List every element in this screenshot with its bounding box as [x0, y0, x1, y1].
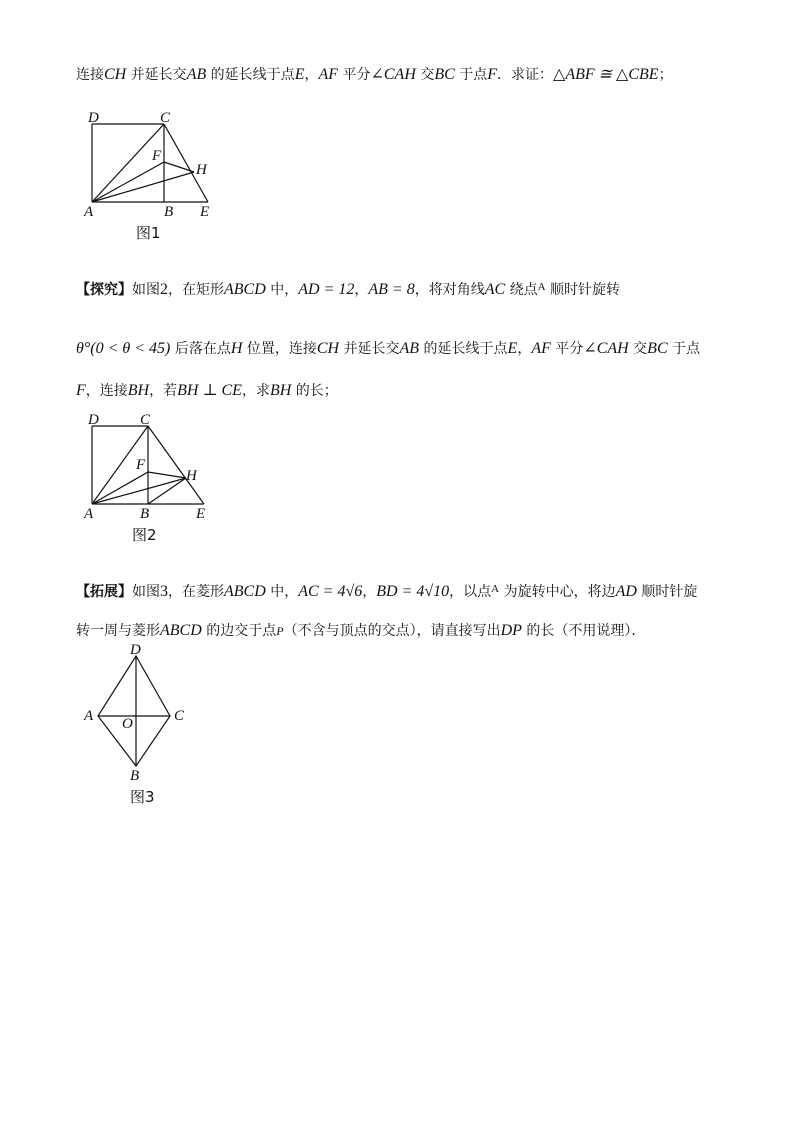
part2-line2	[76, 338, 700, 360]
math: P	[276, 624, 284, 638]
fig1-edge-AF	[92, 162, 164, 202]
text: 的延长线于点	[206, 67, 295, 83]
part3-line2	[76, 620, 645, 642]
text: ，求	[241, 383, 270, 399]
text: 如图	[132, 282, 160, 298]
fig2-label-F: F	[136, 457, 146, 473]
text: ，连接	[85, 383, 128, 399]
text: 平分	[338, 67, 371, 83]
text: 转一周与菱形	[76, 623, 160, 639]
text: （不含与顶点的交点），请直接写出	[283, 623, 501, 639]
math: AD	[615, 583, 637, 600]
text: ，若	[149, 383, 178, 399]
text: 的长；	[291, 383, 338, 399]
fig3-label-A: A	[84, 708, 94, 724]
fig1-edge-FH	[164, 162, 194, 172]
math: AD = 12	[298, 281, 355, 298]
math: H	[230, 340, 243, 357]
math: AF	[318, 66, 339, 83]
fig1-label-F: F	[152, 148, 162, 164]
math: 3	[160, 583, 168, 600]
figure-1	[82, 112, 222, 222]
math: E	[507, 340, 518, 357]
fig2-label-A: A	[84, 506, 94, 522]
fig3-label-D: D	[130, 642, 141, 658]
part3-line1	[76, 578, 697, 603]
text: 中，	[265, 282, 299, 298]
math: BD = 4√10	[376, 583, 450, 600]
math: AF	[531, 340, 551, 357]
text: 交	[628, 341, 648, 357]
text: 如图	[132, 584, 160, 600]
fig1-label-C: C	[160, 110, 171, 126]
math: DP	[500, 622, 522, 639]
text: 并延长交	[339, 341, 400, 357]
section-tag: 【拓展】	[76, 584, 132, 600]
text: 的边交于点	[201, 623, 277, 639]
figure-2	[82, 414, 222, 524]
fig1-label-A: A	[84, 204, 94, 220]
text: ，	[517, 341, 532, 357]
text: ，在矩形	[168, 282, 224, 298]
math: CH	[316, 340, 340, 357]
fig2-label-C: C	[140, 412, 151, 428]
figure-3	[80, 644, 200, 784]
fig2-label-E: E	[196, 506, 206, 522]
math: ∠CAH	[583, 340, 629, 357]
fig1-label-E: E	[200, 204, 210, 220]
text: 为旋转中心，将边	[499, 584, 616, 600]
text: ；	[658, 67, 673, 83]
math: E	[294, 66, 305, 83]
math: ABCD	[224, 583, 266, 600]
math: ∠CAH	[370, 66, 416, 83]
section-tag: 【探究】	[76, 282, 132, 298]
part2-line3	[76, 380, 338, 402]
text: 顺时针旋	[636, 584, 698, 600]
math: AC = 4√6	[298, 583, 363, 600]
math: θ°(0 < θ < 45)	[76, 340, 171, 357]
text: 交	[415, 67, 435, 83]
math: BH ⊥ CE	[177, 382, 242, 399]
figure-1-caption: 图1	[136, 224, 161, 242]
text: ，在菱形	[168, 584, 224, 600]
text: 中，	[265, 584, 299, 600]
math: A	[491, 583, 500, 595]
math: BH	[127, 382, 150, 399]
math: BC	[647, 340, 668, 357]
text: ，将对角线	[414, 282, 485, 298]
fig3-label-O: O	[122, 716, 133, 732]
text: 位置，连接	[242, 341, 317, 357]
text: ，	[354, 282, 369, 298]
math: BC	[434, 66, 455, 83]
text: 的长（不用说理）．	[521, 623, 646, 639]
text: 后落在点	[170, 341, 231, 357]
fig3-rhombus	[98, 656, 170, 766]
fig2-edge-FH	[148, 472, 186, 478]
fig1-label-D: D	[88, 110, 99, 126]
fig1-label-H: H	[196, 162, 207, 178]
part1-statement	[76, 64, 673, 86]
math: BH	[269, 382, 292, 399]
fig3-label-B: B	[130, 768, 140, 784]
math: ABCD	[224, 281, 266, 298]
math: CH	[104, 66, 127, 83]
fig1-label-B: B	[164, 204, 174, 220]
math: AB = 8	[368, 281, 415, 298]
text: ，	[304, 67, 319, 83]
figure-2-caption: 图2	[132, 526, 157, 544]
text: ，以点	[449, 584, 492, 600]
text: ．求证：	[497, 67, 554, 83]
math: AC	[484, 281, 506, 298]
math: 2	[160, 281, 168, 298]
text: 顺时针旋转	[545, 282, 621, 298]
text: 连接	[76, 67, 104, 83]
fig1-edge-AH	[92, 172, 194, 202]
text: 绕点	[505, 282, 538, 298]
part2-line1	[76, 276, 620, 301]
fig2-edge-CE	[148, 426, 204, 504]
math: AB	[399, 340, 420, 357]
math: ABCD	[160, 622, 202, 639]
math: AB	[186, 66, 207, 83]
text: 于点	[667, 341, 701, 357]
math: △ABF ≅ △CBE	[553, 66, 659, 83]
text: 并延长交	[126, 67, 187, 83]
text: ，	[362, 584, 377, 600]
fig2-edge-AH	[92, 478, 186, 504]
text: 于点	[454, 67, 488, 83]
fig3-label-C: C	[174, 708, 185, 724]
math: F	[76, 382, 86, 399]
fig2-label-D: D	[88, 412, 99, 428]
text: 的延长线于点	[419, 341, 508, 357]
figure-3-caption: 图3	[130, 788, 155, 806]
fig2-edge-AF	[92, 472, 148, 504]
fig2-edge-BH	[148, 478, 186, 504]
math: A	[537, 281, 546, 293]
text: 平分	[550, 341, 584, 357]
fig2-label-B: B	[140, 506, 150, 522]
fig2-label-H: H	[186, 468, 197, 484]
math: F	[487, 66, 498, 83]
